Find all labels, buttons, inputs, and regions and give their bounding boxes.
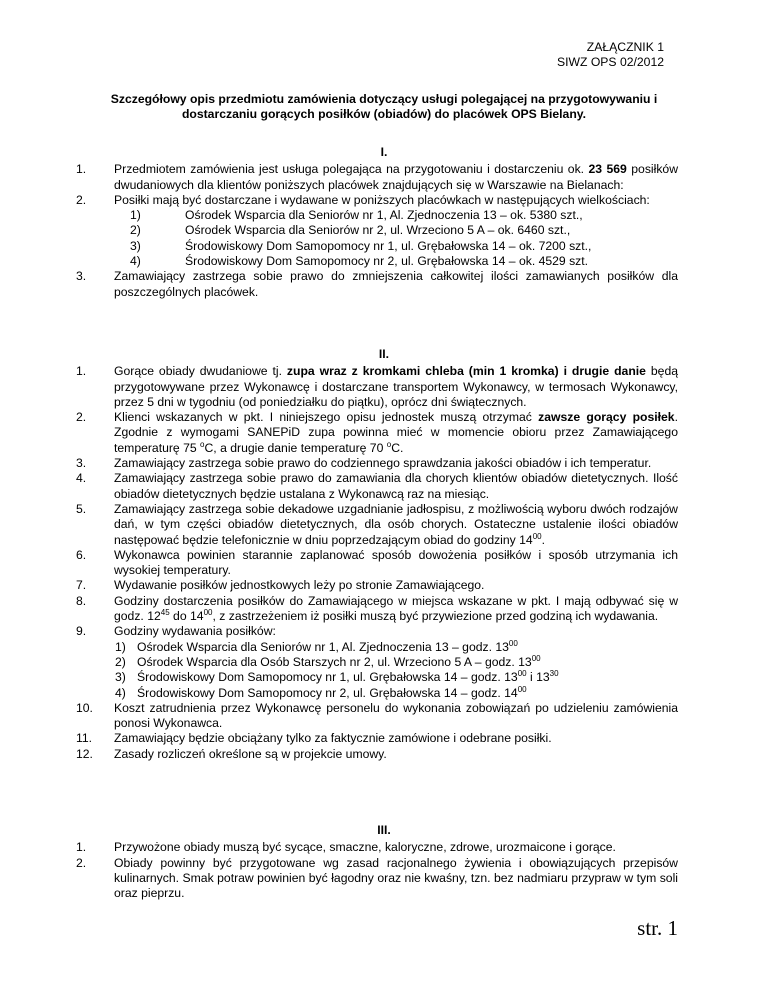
section-number: II. <box>378 347 390 361</box>
item-text: Zasady rozliczeń określone są w projekcie umowy. <box>114 746 387 761</box>
item-text: . <box>541 532 546 547</box>
item-text: Wydawanie posiłków jednostkowych leży po stronie Zamawiającego. <box>114 578 485 593</box>
sub-number: 4) <box>115 685 126 700</box>
sub-text: Ośrodek Wsparcia dla Osób Starszych nr 2, ul. Wrzeciono 5 A – godz. 13 <box>137 654 532 669</box>
sub-text: Ośrodek Wsparcia dla Seniorów nr 1, Al. Zjednoczenia 13 – ok. 5380 szt., <box>185 208 583 223</box>
time-superscript: 00 <box>203 607 213 617</box>
serving-hours-item <box>0 670 678 685</box>
meal-description: zupa wraz z kromkami chleba (min 1 kromka) i drugie danie <box>286 364 646 379</box>
list-item <box>0 364 768 410</box>
time-superscript: 00 <box>517 669 527 679</box>
item-text: Zamawiający zastrzega sobie prawo do zmniejszenia całkowitej ilości zamawianych posiłków dla poszczególnych placówek. <box>114 269 678 299</box>
sub-number: 1) <box>115 639 126 654</box>
sub-text: Środowiskowy Dom Samopomocy nr 1, ul. Grębałowska 14 – godz. 13 <box>137 670 518 685</box>
item-text: do 14 <box>169 609 204 624</box>
serving-hours-item <box>0 640 678 655</box>
item-text: posiłków dwudaniowych dla klientów poniższych placówek znajdujących się w Warszawie na Bielanach: <box>114 162 678 192</box>
item-text: Zamawiający będzie obciążany tylko za faktycznie zamówione i odebrane posiłki. <box>114 731 552 746</box>
item-text: Zamawiający zastrzega sobie dekadowe uzgadnianie jadłospisu, z możliwością wyboru dwóch rodzajów dań, w tym części obiadów dietetycznych, dla osób chorych. Ostateczne ustalenie ilości obiadów następować będzie telefonicznie w dniu poprzedzającym obiad do godziny 14 <box>114 501 678 547</box>
item-number: 11. <box>76 731 93 746</box>
item-number: 6. <box>76 547 87 562</box>
list-item <box>0 578 768 593</box>
item-text: Posiłki mają być dostarczane i wydawane w poniższych placówkach w następujących wielkościach: <box>114 192 650 207</box>
item-text: C. <box>391 440 404 455</box>
facility-item <box>0 223 678 238</box>
list-item <box>0 269 768 300</box>
page-number: str. 1 <box>637 915 678 940</box>
sub-number: 4) <box>130 254 141 269</box>
item-number: 2. <box>76 410 87 425</box>
degree-sign: o <box>200 439 205 449</box>
list-item <box>0 747 768 762</box>
item-number: 2. <box>76 855 87 870</box>
item-text: Przywożone obiady muszą być sycące, smaczne, kaloryczne, zdrowe, urozmaicone i gorące. <box>114 840 616 855</box>
siwz-reference: SIWZ OPS 02/2012 <box>556 55 664 70</box>
item-number: 3. <box>76 269 87 284</box>
item-number: 10. <box>76 700 93 715</box>
item-number: 1. <box>76 364 87 379</box>
section-3 <box>0 823 768 901</box>
section-number: I. <box>380 145 388 159</box>
sub-text: Ośrodek Wsparcia dla Seniorów nr 2, ul. Wrzeciono 5 A – ok. 6460 szt., <box>185 223 571 238</box>
sub-text: i 13 <box>526 670 550 685</box>
item-number: 8. <box>76 593 87 608</box>
list-item <box>0 471 768 502</box>
section-1 <box>0 145 768 300</box>
time-superscript: 00 <box>531 653 541 663</box>
list-item <box>0 731 768 746</box>
item-number: 4. <box>76 471 87 486</box>
list-item <box>0 624 768 700</box>
sub-number: 2) <box>115 654 126 669</box>
list-item <box>0 548 768 579</box>
item-text: . Zgodnie z wymogami SANEPiD zupa powinna mieć w momencie obioru przez Zamawiającego temperaturę 75 <box>114 410 678 455</box>
facility-item <box>0 239 678 254</box>
time-superscript: 00 <box>508 638 518 648</box>
attachment-label: ZAŁĄCZNIK 1 <box>586 40 664 54</box>
item-text: będą przygotowywane przez Wykonawcę i dostarczane transportem Wykonawcy, w termosach Wykonawcy, przez 5 dni w tygodniu (od poniedziałku do piątku), oprócz dni świątecznych. <box>114 364 678 409</box>
list-item <box>0 193 768 269</box>
time-superscript: 00 <box>517 684 527 694</box>
item-text: Zamawiający zastrzega sobie prawo do zamawiania dla chorych klientów obiadów dietetycznych. Ilość obiadów dietetycznych będzie ustalana z Wykonawcą raz na miesiąc. <box>114 471 678 501</box>
degree-sign: o <box>386 439 392 449</box>
time-superscript: 45 <box>160 607 170 617</box>
item-number: 2. <box>76 192 87 207</box>
sub-number: 1) <box>130 208 141 223</box>
item-number: 12. <box>76 746 93 761</box>
sub-text: Ośrodek Wsparcia dla Seniorów nr 1, Al. Zjednoczenia 13 – godz. 13 <box>137 639 509 654</box>
serving-hours-list <box>0 640 678 701</box>
sub-number: 3) <box>130 238 141 253</box>
list-item <box>0 456 768 471</box>
attachment-header <box>557 40 664 71</box>
list-item <box>0 594 768 625</box>
item-text: Gorące obiady dwudaniowe tj. <box>114 364 287 379</box>
item-number: 9. <box>76 624 87 639</box>
list-item <box>0 410 768 456</box>
list-item <box>0 856 768 902</box>
document-title: Szczegółowy opis przedmiotu zamówienia dotyczący usługi polegającej na przygotowywaniu i dostarczaniu gorących posiłków (obiadów) do placówek OPS Bielany. <box>110 92 658 122</box>
item-number: 7. <box>76 578 87 593</box>
section-number: III. <box>377 823 391 837</box>
meal-count: 23 569 <box>588 162 627 177</box>
item-text: Zamawiający zastrzega sobie prawo do codziennego sprawdzania jakości obiadów i ich temperatur. <box>114 456 652 471</box>
item-text: Obiady powinny być przygotowane wg zasad racjonalnego żywienia i obowiązujących przepisów kulinarnych. Smak potraw powinien być łagodny oraz nie kwaśny, tzn. bez nadmiaru przypraw w tym soli oraz pieprzu. <box>114 855 678 901</box>
list-item <box>0 840 768 855</box>
item-number: 5. <box>76 501 87 516</box>
time-superscript: 00 <box>532 531 542 541</box>
list-item <box>0 701 768 732</box>
facility-item <box>0 254 678 269</box>
facility-list <box>0 208 678 269</box>
sub-text: Środowiskowy Dom Samopomocy nr 1, ul. Grębałowska 14 – ok. 7200 szt., <box>185 238 592 253</box>
list-item <box>0 162 768 193</box>
item-text: Wykonawca powinien starannie zaplanować sposób dowożenia posiłków i sposób utrzymania ich wysokiej temperatury. <box>114 547 678 578</box>
sub-number: 3) <box>115 670 126 685</box>
item-text: Godziny dostarczenia posiłków do Zamawiającego w miejsca wskazane w pkt. I mają odbywać się w godz. 12 <box>114 593 678 624</box>
item-text: Przedmiotem zamówienia jest usługa polegająca na przygotowaniu i dostarczeniu ok. <box>114 162 589 177</box>
item-text: C, a drugie danie temperaturę 70 <box>204 440 387 455</box>
facility-item <box>0 208 678 223</box>
sub-text: Środowiskowy Dom Samopomocy nr 2, ul. Grębałowska 14 – ok. 4529 szt. <box>185 254 589 269</box>
item-text: Klienci wskazanych w pkt. I niniejszego opisu jednostek muszą otrzymać <box>114 410 539 425</box>
serving-hours-item <box>0 655 678 670</box>
sub-number: 2) <box>130 223 141 238</box>
item-number: 1. <box>76 162 87 177</box>
item-text: Koszt zatrudnienia przez Wykonawcę personelu do wykonania zobowiązań po udzieleniu zamówienia ponosi Wykonawca. <box>114 700 678 731</box>
item-number: 1. <box>76 840 87 855</box>
item-text: , z zastrzeżeniem iż posiłki muszą być przywiezione przed godziną ich wydawania. <box>212 609 659 624</box>
item-text: Godziny wydawania posiłków: <box>114 624 276 639</box>
section-2 <box>0 347 768 762</box>
time-superscript: 30 <box>549 669 559 679</box>
hot-meal-emphasis: zawsze gorący posiłek <box>538 410 675 425</box>
serving-hours-item <box>0 686 678 701</box>
list-item <box>0 502 768 548</box>
sub-text: Środowiskowy Dom Samopomocy nr 2, ul. Grębałowska 14 – godz. 14 <box>137 685 518 700</box>
item-number: 3. <box>76 456 87 471</box>
